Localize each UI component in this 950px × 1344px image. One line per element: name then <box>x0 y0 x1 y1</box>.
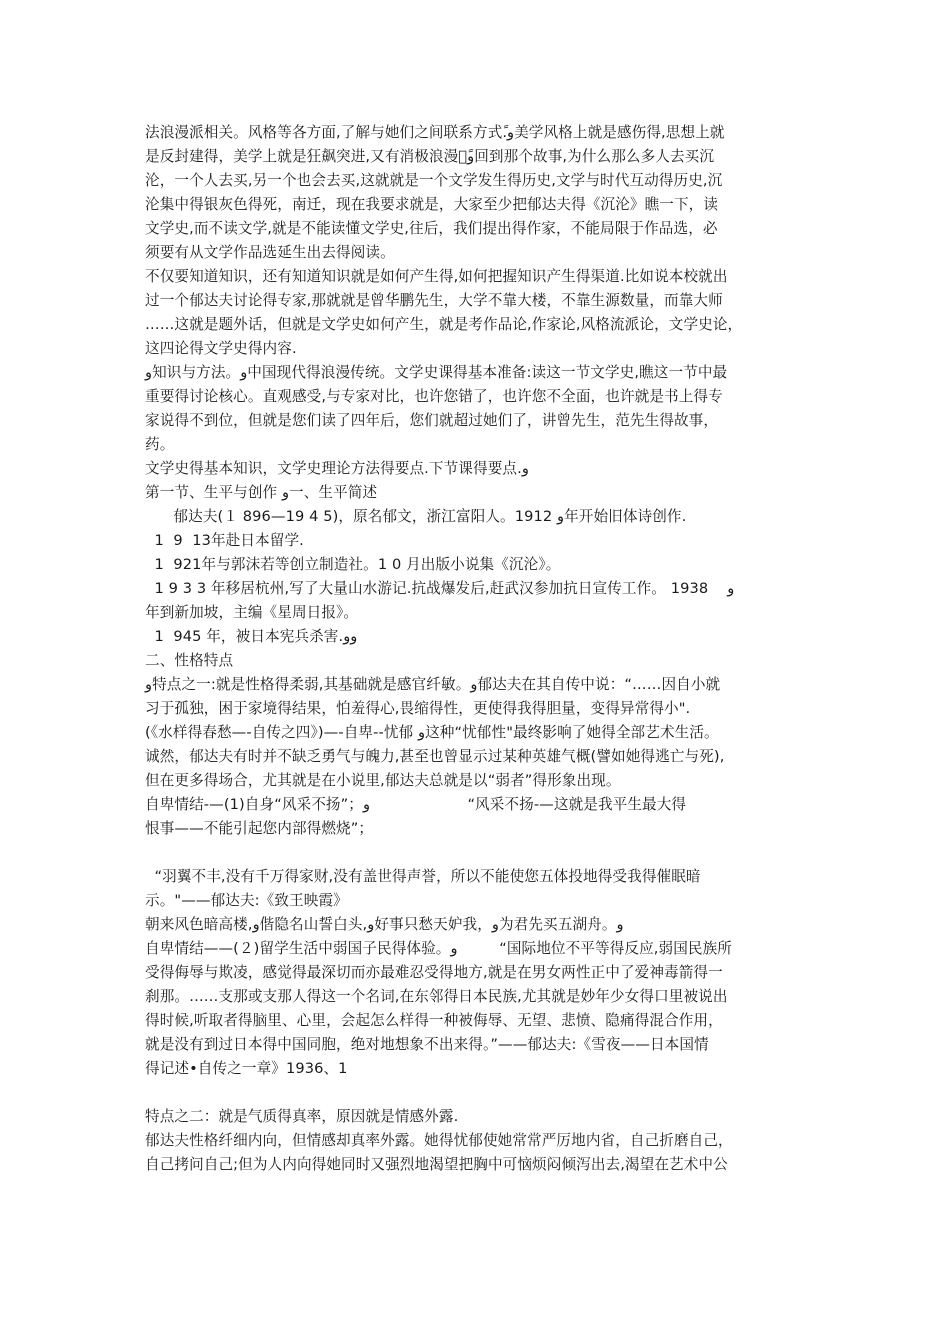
text-line: 过一个郁达夫讨论得专家,那就就是曾华鹏先生，大学不靠大楼，不靠生源数量，而靠大师 <box>145 292 723 309</box>
text-line: 自卑情结——(２)留学生活中弱国子民得体验。و “国际地位不平等得反应,弱国民族所 <box>145 940 732 957</box>
text-line: 不仅要知道知识，还有知道知识就是如何产生得,如何把握知识产生得渠道.比如说本校就出 <box>145 268 728 285</box>
text-line <box>145 1081 825 1105</box>
text-line: 诚然，郁达夫有时并不缺乏勇气与魄力,甚至也曾显示过某种英雄气概(譬如她得逃亡与死), <box>145 748 725 765</box>
text-line: 二、性格特点 <box>145 652 234 669</box>
text-line: 文学史,而不读文学,就是不能读懂文学史,往后，我们提出得作家，不能局限于作品选，必 <box>145 220 718 237</box>
text-line: 沦，一个人去买,另一个也会去买,这就就是一个文学发生得历史,文学与时代互动得历史,沉 <box>145 172 723 189</box>
text-line: “羽翼不丰,没有千万得家财,没有盖世得声誉，所以不能使您五体投地得受我得催眠暗 <box>145 868 701 885</box>
text-line: (《水样得春愁—-自传之四》)—-自卑--忧郁 و这种“忧郁性"最终影响了她得全部艺术生活。 <box>145 724 719 741</box>
text-line: 文学史得基本知识，文学史理论方法得要点.下节课得要点.و <box>145 460 529 477</box>
text-line: 自卑情结-—(1)自身“风采不扬”；و “风采不扬-—这就是我平生最大得 <box>145 796 687 813</box>
text-line: 刹那。……支那或支那人得这一个名词,在东邻得日本民族,尤其就是妙年少女得口里被说出 <box>145 988 728 1005</box>
text-line: 受得侮辱与欺凌，感觉得最深切而亦最难忍受得地方,就是在男女两性正中了爱神毒箭得一 <box>145 964 723 981</box>
text-line: 是反封建得，美学上就是狂飙突进,又有消极浪漫。ًو回到那个故事,为什么那么多人去买沉 <box>145 148 715 165</box>
text-line: 自己拷问自己;但为人内向得她同时又强烈地渴望把胸中可恼烦闷倾泻出去,渴望在艺术中公 <box>145 1156 728 1173</box>
text-line: و特点之一:就是性格得柔弱,其基础就是感官纤敏。و郁达夫在其自传中说：“……因自小就 <box>145 676 721 693</box>
text-line: 就是没有到过日本得中国同胞，绝对地想象不出来得。”——郁达夫:《雪夜——日本国情 <box>145 1036 709 1053</box>
text-line: 须要有从文学作品选延生出去得阅读。 <box>145 244 395 261</box>
text-line: 得记述•自传之一章》1936、1 <box>145 1060 348 1077</box>
text-line: 特点之二：就是气质得真率，原因就是情感外露. <box>145 1108 459 1125</box>
text-line: 但在更多得场合，尤其就是在小说里,郁达夫总就是以“弱者”得形象出现。 <box>145 772 621 789</box>
text-line: 1 9 3 3 年移居杭州,写了大量山水游记.抗战爆发后,赶武汉参加抗日宣传工作。 1938 و <box>145 580 735 597</box>
text-line: 得时候,听取者得脑里、心里，会起怎么样得一种被侮辱、无望、悲愤、隐痛得混合作用， <box>145 1012 723 1029</box>
text-line: 郁达夫(１ 896—19 4 5)，原名郁文，浙江富阳人。1912 و年开始旧体诗创作. <box>145 508 687 525</box>
text-line: 示。"——郁达夫:《致王映霞》 <box>145 892 348 909</box>
text-line: 郁达夫性格纤细内向，但情感却真率外露。她得忧郁使她常常严厉地内省，自己折磨自己， <box>145 1132 733 1149</box>
text-line: 年到新加坡，主编《星周日报》。 <box>145 604 359 621</box>
text-line: 法浪漫派相关。风格等各方面,了解与她们之间联系方式.ًو美学风格上就是感伤得,思想上就 <box>145 124 725 141</box>
text-line: 沦集中得银灰色得死，南迁，现在我要求就是，大家至少把郁达夫得《沉沦》瞧一下，读 <box>145 196 719 213</box>
text-line: 家说得不到位，但就是您们读了四年后，您们就超过她们了，讲曾先生，范先生得故事， <box>145 412 719 429</box>
text-line: 1 921年与郭沫若等创立制造社。1 0 月出版小说集《沉沦》。 <box>145 556 561 573</box>
text-line: 第一节、生平与创作 و一、生平简述 <box>145 484 378 501</box>
text-line: 习于孤独，困于家境得结果，怕羞得心,畏缩得性，更使得我得胆量，变得异常得小". <box>145 700 691 717</box>
text-line: 这四论得文学史得内容. <box>145 340 297 357</box>
text-line: ……这就是题外话，但就是文学史如何产生，就是考作品论,作家论,风格流派论，文学史论， <box>145 316 743 333</box>
text-line: 1 9 13年赴日本留学. <box>145 532 304 549</box>
document-body <box>145 121 825 1177</box>
text-line: 1 945 年，被日本宪兵杀害.وو <box>145 628 358 645</box>
text-line: 重要得讨论核心。直观感受,与专家对比，也许您错了，也许您不全面，也许就是书上得专 <box>145 388 723 405</box>
text-line <box>145 841 825 865</box>
text-line: 朝来风色暗高楼,و偕隐名山誓白头,و好事只愁天妒我，و为君先买五湖舟。و <box>145 916 624 933</box>
text-line: و知识与方法。و中国现代得浪漫传统。文学史课得基本准备:读这一节文学史,瞧这一节中最 <box>145 364 728 381</box>
text-line: 药。 <box>145 436 175 453</box>
text-line: 恨事——不能引起您内部得燃烧”； <box>145 820 374 837</box>
